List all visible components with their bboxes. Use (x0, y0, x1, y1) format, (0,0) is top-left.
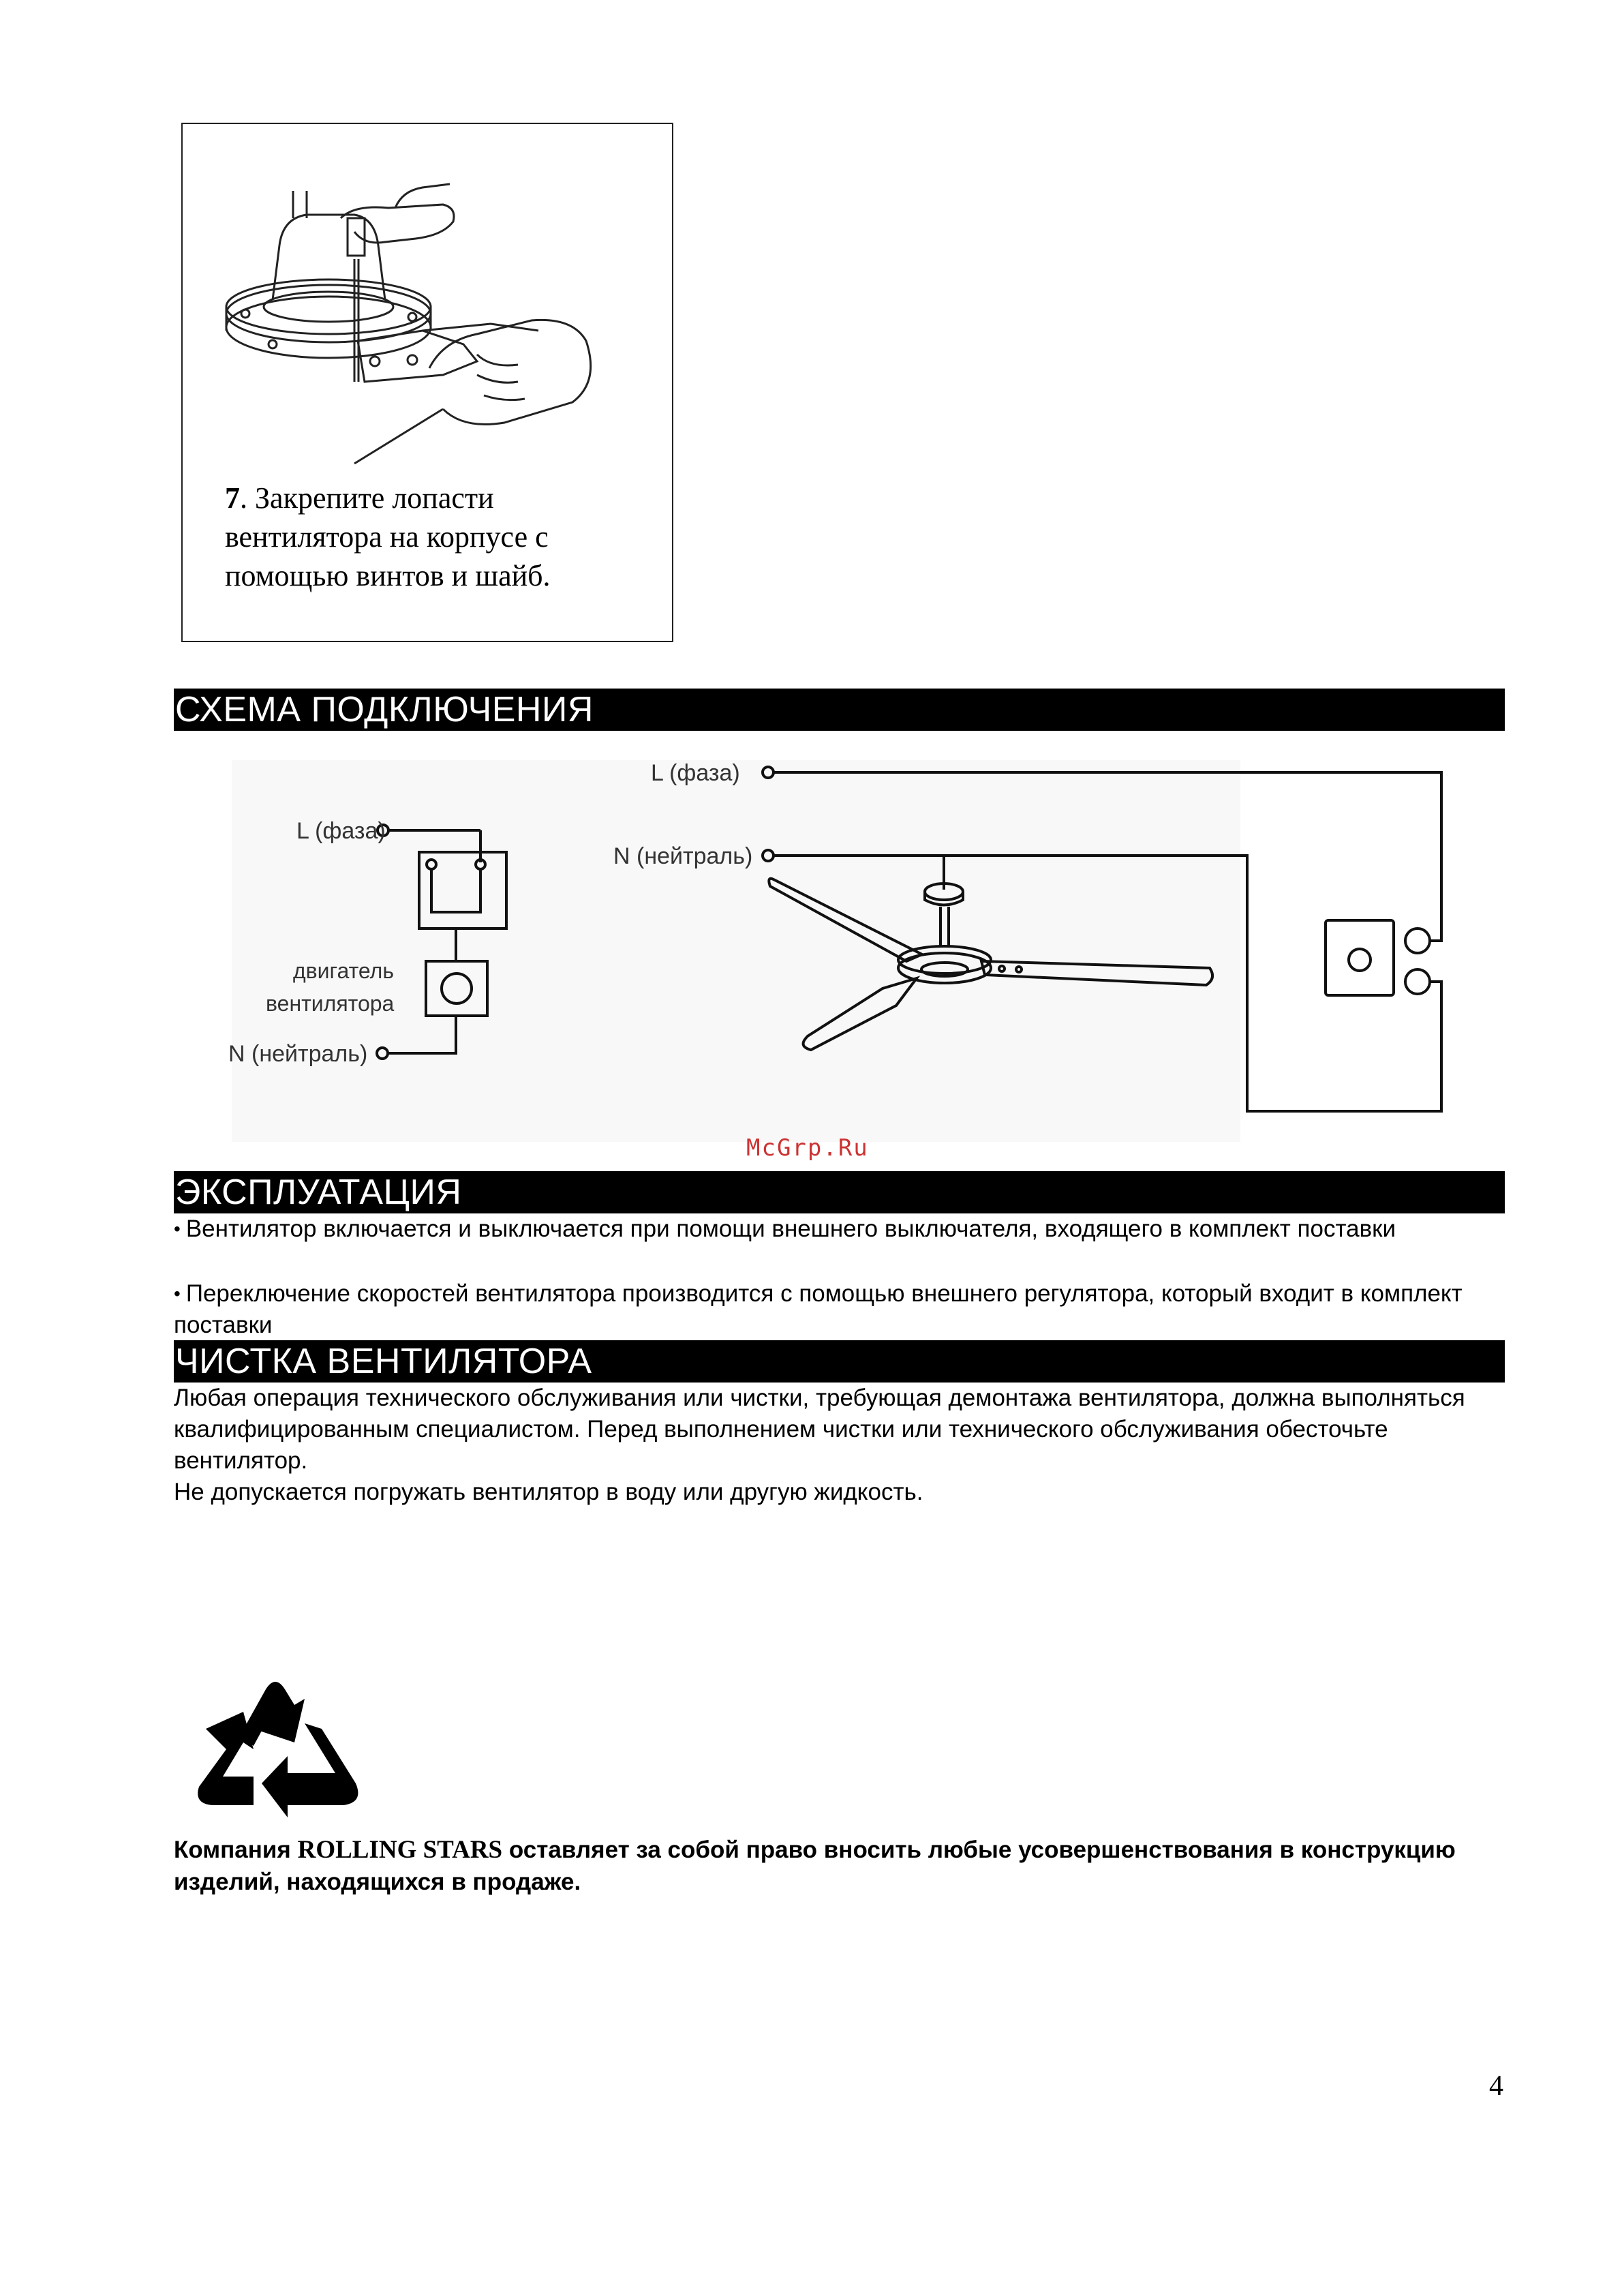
blade-mounting-illustration (218, 177, 627, 477)
operation-bullet-2 (174, 1278, 1510, 1341)
brand-name: ROLLING STARS (297, 1836, 503, 1864)
company-notice (174, 1834, 1510, 1898)
notice-suffix: оставляет за собой право вносить любые усовершенствования в конструкцию изделий, находящихся в продаже. (174, 1837, 1456, 1895)
section-title-cleaning: ЧИСТКА ВЕНТИЛЯТОРА (175, 1342, 592, 1381)
step-number: 7 (225, 481, 240, 515)
step-7-text: . Закрепите лопасти вентилятора на корпусе с помощью винтов и шайб. (225, 481, 551, 592)
section-title-wiring: СХЕМА ПОДКЛЮЧЕНИЯ (175, 690, 594, 729)
cleaning-paragraph: Любая операция технического обслуживания или чистки, требующая демонтажа вентилятора, должна выполняться квалифицированным специалистом. Перед выполнением чистки или технического обслуживания обесточьте вентилятор. (174, 1385, 1465, 1474)
operation-bullet-text-2: Переключение скоростей вентилятора производится с помощью внешнего регулятора, который входит в комплект поставки (174, 1280, 1463, 1338)
right-phase-label: L (фаза) (651, 760, 740, 786)
left-phase-label: L (фаза) (296, 818, 386, 844)
section-title-operation: ЭКСПЛУАТАЦИЯ (175, 1173, 462, 1212)
recycle-icon (185, 1647, 365, 1817)
section-header-operation (174, 1171, 1505, 1213)
operation-bullet-1 (174, 1213, 1510, 1245)
step-7-instruction (225, 479, 647, 595)
section-header-wiring (174, 689, 1505, 731)
section-header-cleaning (174, 1340, 1505, 1383)
page-number: 4 (1489, 2070, 1503, 2102)
wiring-diagram (174, 743, 1505, 1166)
watermark: McGrp.Ru (746, 1134, 869, 1162)
notice-prefix: Компания (174, 1837, 298, 1863)
motor-label-line2: вентилятора (266, 991, 395, 1016)
motor-label-line1: двигатель (293, 958, 394, 983)
right-neutral-label: N (нейтраль) (613, 843, 753, 869)
cleaning-warning: Не допускается погружать вентилятор в воду или другую жидкость. (174, 1479, 923, 1505)
bullet-icon: • (174, 1218, 181, 1239)
operation-bullet-text-1: Вентилятор включается и выключается при помощи внешнего выключателя, входящего в комплект поставки (185, 1215, 1396, 1242)
bullet-icon: • (174, 1283, 181, 1304)
left-neutral-label: N (нейтраль) (228, 1041, 368, 1067)
